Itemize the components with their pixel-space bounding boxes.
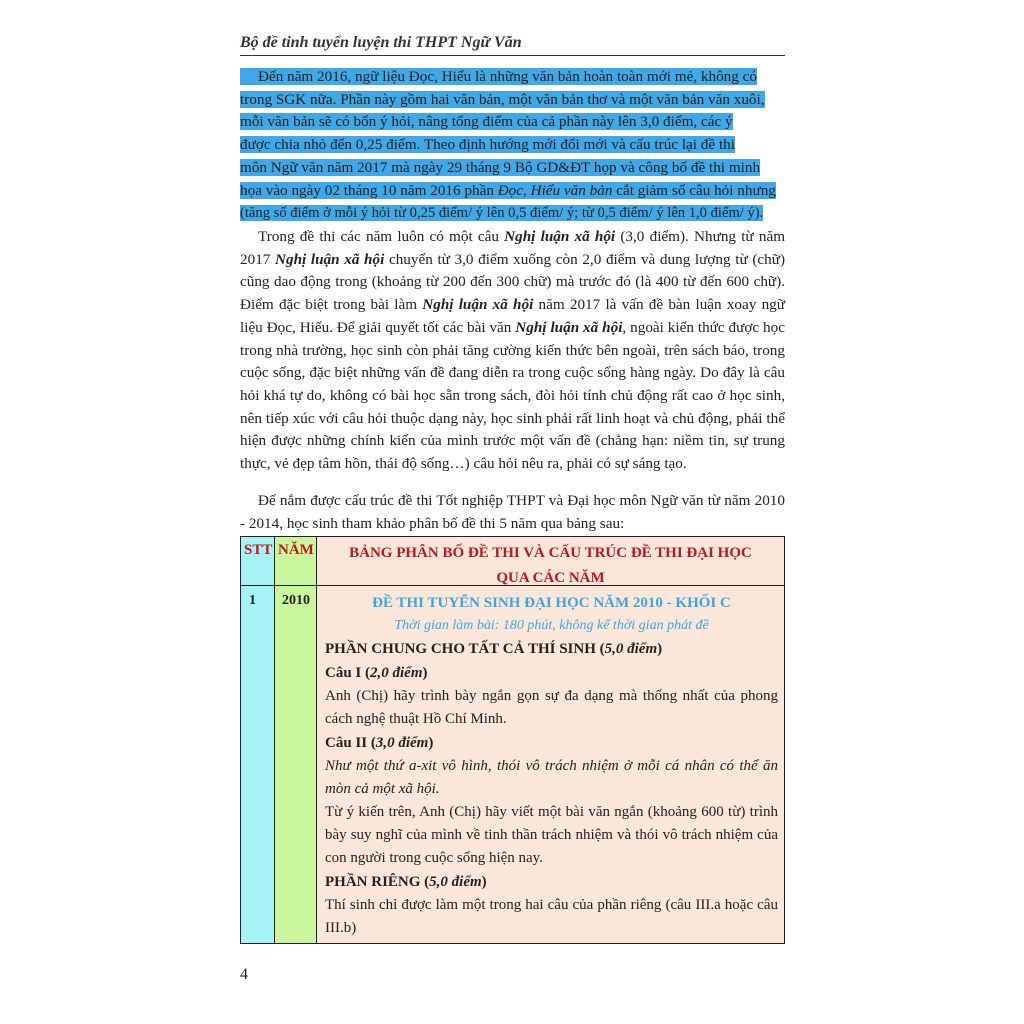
part2-heading: PHẦN RIÊNG (5,0 điểm) (325, 874, 487, 890)
para2-text-i: , ngoài kiến thức được học trong nhà trường, học sinh còn phải tăng cường kiến thức bên ngoài, trên sách báo, trong cuộc sống, đặc biệt những vấn đề đang diễn ra trong cuộc sống hàng ngày. Do đây là câu hỏi khá tự do, không có bài học sẵn trong sách, đòi hỏi tính chủ động rất cao ở học sinh, nên tiếp xúc với câu hỏi thuộc dạng này, học sinh phải rất linh hoạt và chủ động, phải thể hiện được những chính kiến của mình trước một vấn đề (chẳng hạn: niềm tin, sự trung thực, vẻ đẹp tâm hồn, thái độ sống…) câu hỏi nêu ra, phải có sự sáng tạo. (240, 318, 785, 473)
social-essay-paragraph (240, 226, 785, 476)
question1-heading: Câu I (2,0 điểm) (325, 665, 428, 681)
header-stt: STT (244, 542, 273, 558)
row1-year: 2010 (282, 593, 310, 608)
para2-term-4: Nghị luận xã hội (515, 318, 623, 336)
intro-paragraph-highlighted (240, 66, 785, 225)
question2-heading: Câu II (3,0 điểm) (325, 735, 434, 751)
para1-line4: được chia nhỏ đến 0,25 điểm. Theo định hướng mới đổi mới và cấu trúc lại đề thi (240, 136, 735, 154)
stt-column (241, 537, 275, 943)
part2-text: Thí sinh chỉ được làm một trong hai câu của phần riêng (câu III.a hoặc câu III.b) (325, 897, 778, 936)
exam-title: ĐỀ THI TUYỂN SINH ĐẠI HỌC NĂM 2010 - KHỐI C (372, 595, 731, 611)
para2-term-2: Nghị luận xã hội (275, 250, 385, 268)
row1-stt: 1 (249, 593, 256, 608)
para2-term-1: Nghị luận xã hội (504, 228, 616, 245)
question2-quote: Như một thứ a-xit vô hình, thói vô trách nhiệm ở mỗi cá nhân có thể ăn mòn cả một xã hội. (325, 758, 778, 797)
para1-line7: (tăng số điểm ở mỗi ý hỏi từ 0,25 điểm/ ý lên 0,5 điểm/ ý; từ 0,5 điểm/ ý lên 1,0 điểm/ ý). (240, 205, 764, 222)
para1-line1: Đến năm 2016, ngữ liệu Đọc, Hiểu là những văn bản hoàn toàn mới mẻ, không có (258, 68, 757, 85)
para2-text-c: (3,0 điểm). Nhưng từ năm 2017 (240, 228, 786, 268)
header-title-line1: BẢNG PHÂN BỐ ĐỀ THI VÀ CẤU TRÚC ĐỀ THI ĐẠI HỌC (349, 545, 752, 561)
para1-line5: môn Ngữ văn năm 2017 mà ngày 29 tháng 9 Bộ GD&ĐT họp và công bố đề thi minh (240, 158, 761, 176)
para1-line6-italic: Đọc, Hiểu văn bản (497, 181, 613, 199)
header-divider (240, 55, 785, 56)
para1-line6c: cắt giảm số câu hỏi nhưng (612, 181, 776, 199)
question2-text: Từ ý kiến trên, Anh (Chị) hãy viết một bài văn ngắn (khoảng 600 từ) trình bày suy nghĩ của mình về tinh thần trách nhiệm và thói vô trách nhiệm của con người trong cuộc sống hiện nay. (325, 804, 778, 866)
para2-text-e: chuyển từ 3,0 điểm xuống còn 2,0 điểm và dung lượng từ (chữ) cũng dao động trong (khoảng từ 200 đến 300 chữ) mà trước đó (là 400 từ đến 600 chữ). Điểm đặc biệt trong bài làm (240, 250, 786, 314)
para2-text-a: Trong đề thi các năm luôn có một câu (258, 228, 505, 245)
part1-heading: PHẦN CHUNG CHO TẤT CẢ THÍ SINH (5,0 điểm) (325, 641, 663, 657)
header-year: NĂM (278, 542, 314, 558)
para2-term-3: Nghị luận xã hội (422, 296, 534, 314)
table-intro-paragraph (240, 490, 785, 535)
para1-line6a: họa vào ngày 02 tháng 10 năm 2016 phần (240, 181, 498, 199)
header-title-line2: QUA CÁC NĂM (496, 570, 605, 586)
para1-line2: trong SGK nữa. Phần này gồm hai văn bản, một văn bản thơ và một văn bản văn xuôi, (240, 90, 765, 108)
row1-content (325, 591, 778, 940)
question1-text: Anh (Chị) hãy trình bày ngắn gọn sự đa dạng mà thống nhất của phong cách nghệ thuật Hồ Chí Minh. (325, 688, 778, 727)
header-table-title (317, 541, 784, 591)
page-header-title: Bộ đề tinh tuyển luyện thi THPT Ngữ Văn (240, 34, 522, 51)
para1-line3: mỗi văn bản sẽ có bốn ý hỏi, nâng tổng điểm của cả phần này lên 3,0 điểm, các ý (240, 113, 733, 131)
para3-text: Để nắm được cấu trúc đề thi Tốt nghiệp THPT và Đại học môn Ngữ văn từ năm 2010 - 2014, học sinh tham khảo phân bố đề thi 5 năm qua bảng sau: (240, 492, 785, 532)
page-number: 4 (240, 966, 248, 983)
exam-structure-table (240, 536, 785, 944)
para2-text-g: năm 2017 là vấn đề bàn luận xoay ngữ liệu Đọc, Hiểu. Để giải quyết tốt các bài văn (240, 296, 785, 336)
exam-subtitle: Thời gian làm bài: 180 phút, không kể thời gian phát đề (394, 618, 709, 633)
